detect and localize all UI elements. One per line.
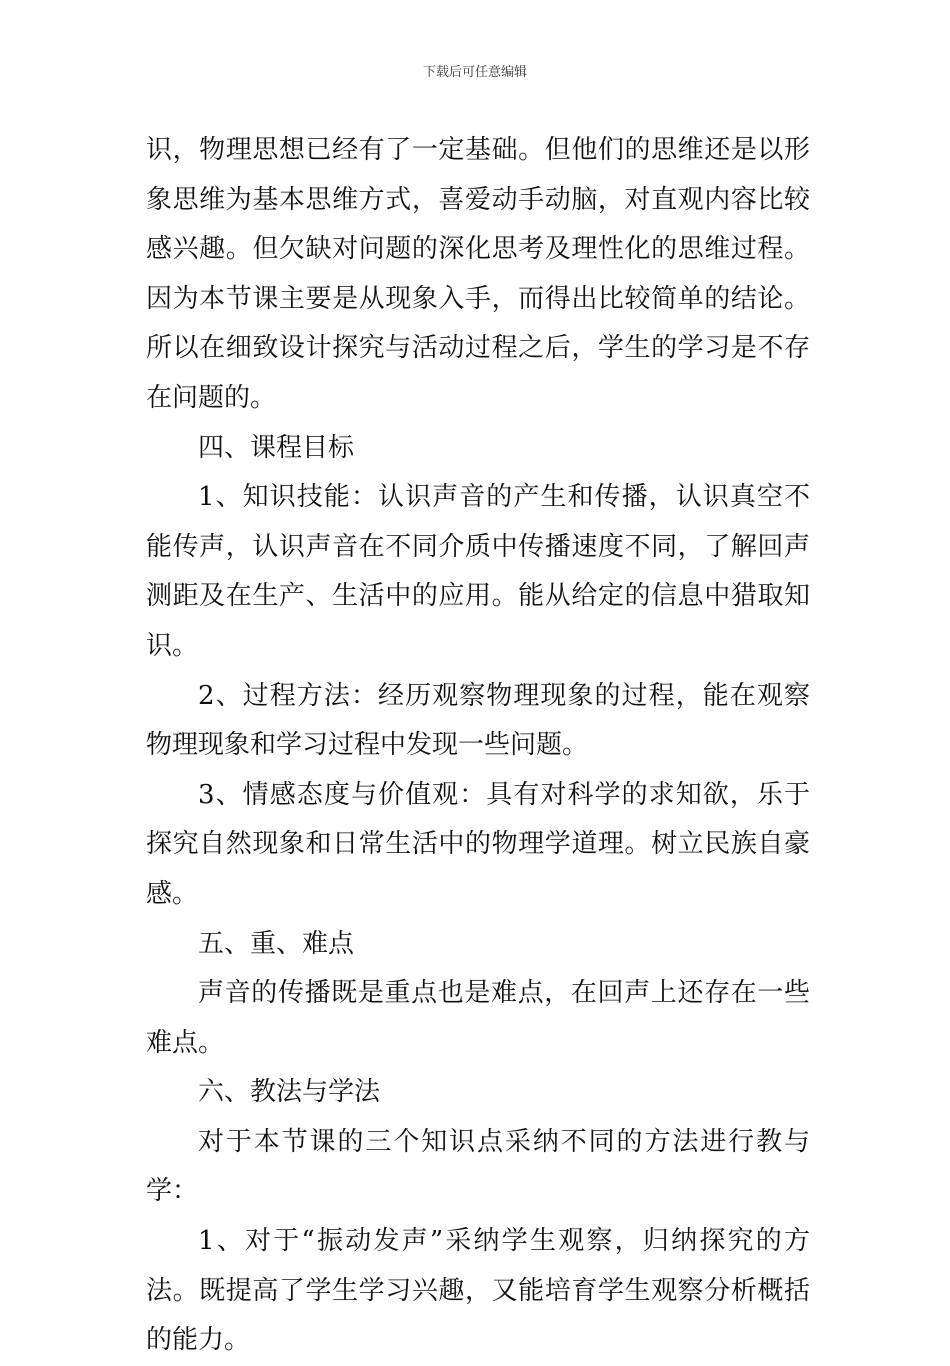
paragraph-objective-knowledge: 1、知识技能：认识声音的产生和传播，认识真空不能传声，认识声音在不同介质中传播速度不同，了解回声测距及在生产、生活中的应用。能从给定的信息中猎取知识。	[146, 482, 810, 661]
heading-teaching-methods: 六、教法与学法	[198, 1077, 381, 1108]
heading-key-difficult-points: 五、重、难点	[198, 928, 355, 959]
paragraph-key-points: 声音的传播既是重点也是难点，在回声上还存在一些难点。	[146, 978, 810, 1058]
document-body	[146, 126, 810, 1366]
paragraph-learner-analysis: 识，物理思想已经有了一定基础。但他们的思维还是以形象思维为基本思维方式，喜爱动手动脑，对直观内容比较感兴趣。但欠缺对问题的深化思考及理性化的思维过程。因为本节课主要是从现象入手，而得出比较简单的结论。所以在细致设计探究与活动过程之后，学生的学习是不存在问题的。	[146, 135, 810, 413]
paragraph-objective-attitude: 3、情感态度与价值观：具有对科学的求知欲，乐于探究自然现象和日常生活中的物理学道理。树立民族自豪感。	[146, 779, 810, 909]
heading-course-objectives: 四、课程目标	[198, 432, 355, 463]
paragraph-methods-intro: 对于本节课的三个知识点采纳不同的方法进行教与学：	[146, 1126, 810, 1207]
page-header-note: 下载后可任意编辑	[422, 65, 527, 80]
paragraph-objective-process: 2、过程方法：经历观察物理现象的过程，能在观察物理现象和学习过程中发现一些问题。	[146, 680, 810, 761]
paragraph-method-vibration: 1、对于“振动发声”采纳学生观察，归纳探究的方法。既提高了学生学习兴趣，又能培育学生观察分析概括的能力。	[146, 1226, 810, 1356]
